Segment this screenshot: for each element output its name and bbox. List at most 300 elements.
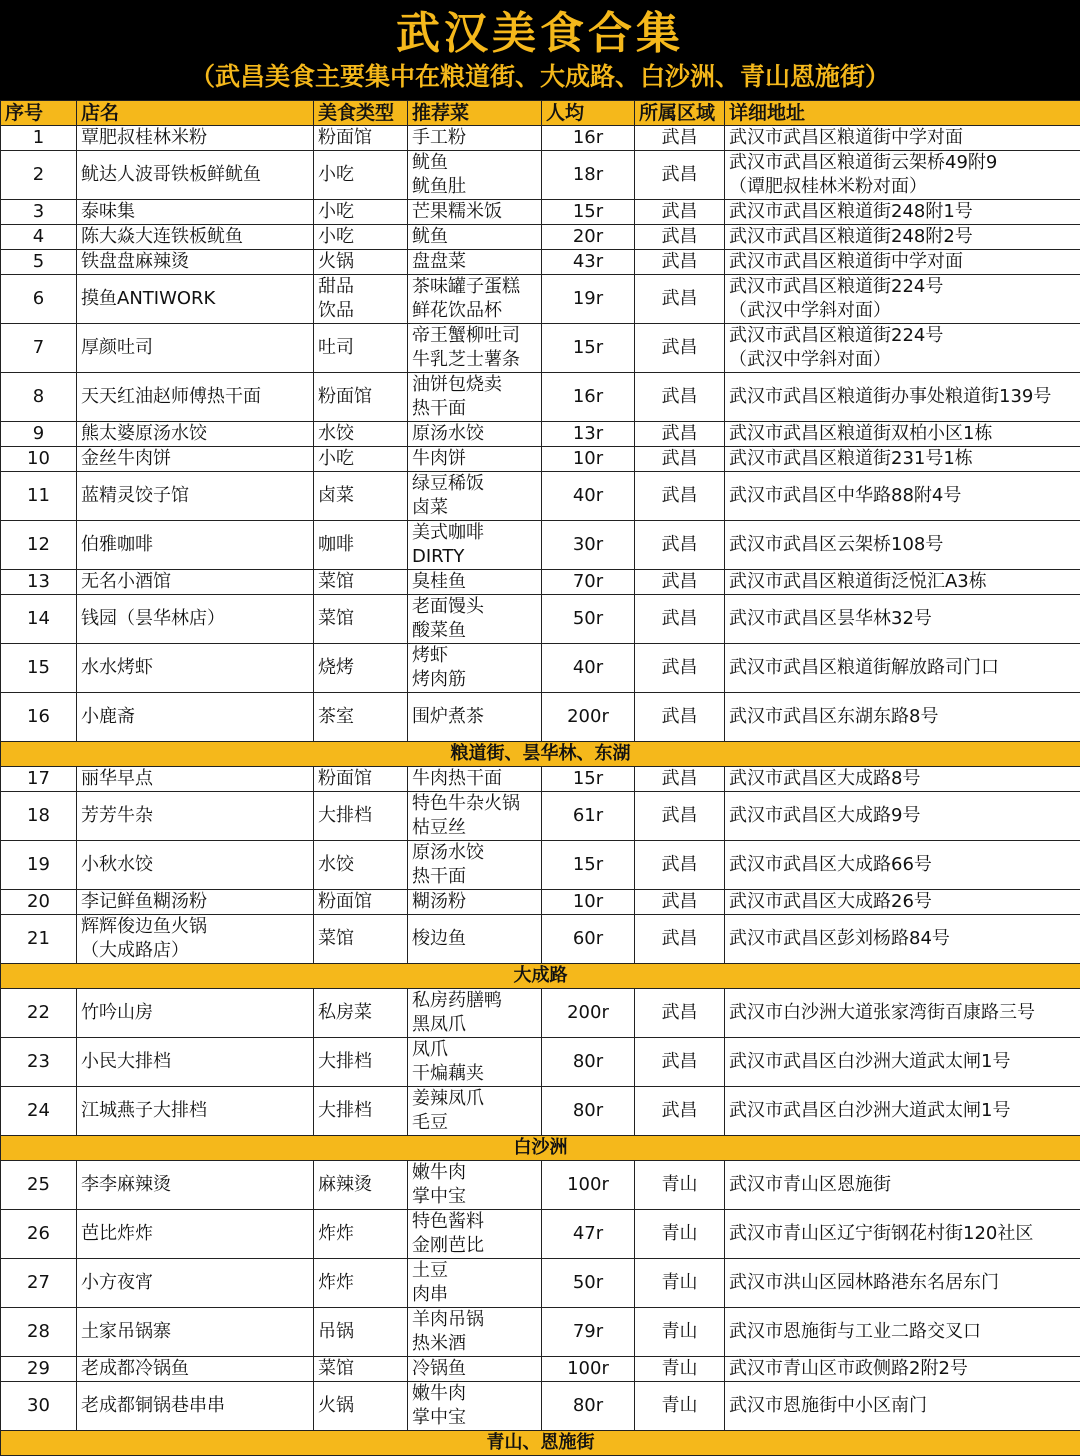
- address-line: 武汉市武昌区白沙洲大道武太闸1号: [729, 1099, 1076, 1123]
- row-number-line: 30: [5, 1394, 72, 1418]
- food-category-line: 菜馆: [318, 1357, 403, 1381]
- shop-name-line: 芭比炸炸: [81, 1222, 309, 1246]
- district: [635, 767, 725, 792]
- address: [725, 595, 1080, 644]
- recommended-dish-line: 土豆: [412, 1259, 537, 1283]
- recommended-dish-line: 嫩牛肉: [412, 1161, 537, 1185]
- shop-name: [77, 644, 314, 693]
- address: [725, 422, 1080, 447]
- shop-name-line: 泰味集: [81, 200, 309, 224]
- avg-price: [542, 250, 635, 275]
- food-category: [314, 472, 408, 521]
- food-category-line: 菜馆: [318, 927, 403, 951]
- row-number-line: 19: [5, 853, 72, 877]
- district-line: 武昌: [639, 1001, 720, 1025]
- address: [725, 472, 1080, 521]
- avg-price-line: 100r: [546, 1173, 630, 1197]
- recommended-dish: [408, 373, 542, 422]
- col-header-address: 详细地址: [725, 101, 1080, 126]
- row-number: [1, 1087, 77, 1136]
- district: [635, 225, 725, 250]
- table-row: [1, 1357, 1080, 1382]
- avg-price-line: 40r: [546, 484, 630, 508]
- section-label: 大成路: [1, 964, 1080, 989]
- avg-price-line: 10r: [546, 890, 630, 914]
- shop-name: [77, 1210, 314, 1259]
- shop-name: [77, 595, 314, 644]
- shop-name-line: 小民大排档: [81, 1050, 309, 1074]
- row-number: [1, 1161, 77, 1210]
- recommended-dish: [408, 1308, 542, 1357]
- shop-name-line: 覃肥叔桂林米粉: [81, 126, 309, 150]
- shop-name-line: 钱园（昙华林店）: [81, 607, 309, 631]
- district-line: 武昌: [639, 250, 720, 274]
- district: [635, 792, 725, 841]
- district-line: 武昌: [639, 533, 720, 557]
- row-number: [1, 275, 77, 324]
- food-category: [314, 250, 408, 275]
- recommended-dish: [408, 767, 542, 792]
- avg-price: [542, 841, 635, 890]
- shop-name-line: 老成都冷锅鱼: [81, 1357, 309, 1381]
- recommended-dish-line: 酸菜鱼: [412, 619, 537, 643]
- recommended-dish: [408, 250, 542, 275]
- table-row: [1, 915, 1080, 964]
- shop-name: [77, 767, 314, 792]
- address-line: 武汉市武昌区粮道街224号: [729, 324, 1076, 348]
- recommended-dish: [408, 570, 542, 595]
- recommended-dish: [408, 324, 542, 373]
- shop-name-line: 小鹿斋: [81, 705, 309, 729]
- district-line: 武昌: [639, 804, 720, 828]
- food-category-line: 菜馆: [318, 570, 403, 594]
- table-row: [1, 693, 1080, 742]
- address-line: 武汉市武昌区粮道街中学对面: [729, 126, 1076, 150]
- table-row: [1, 1087, 1080, 1136]
- recommended-dish-line: 嫩牛肉: [412, 1382, 537, 1406]
- avg-price-line: 16r: [546, 385, 630, 409]
- shop-name-line: 鱿达人波哥铁板鲜鱿鱼: [81, 163, 309, 187]
- section-row: [1, 964, 1080, 989]
- district: [635, 126, 725, 151]
- district: [635, 693, 725, 742]
- address-line: 武汉市武昌区东湖东路8号: [729, 705, 1076, 729]
- shop-name: [77, 200, 314, 225]
- table-row: [1, 644, 1080, 693]
- table-row: [1, 447, 1080, 472]
- avg-price: [542, 595, 635, 644]
- district-line: 武昌: [639, 336, 720, 360]
- district: [635, 841, 725, 890]
- avg-price: [542, 225, 635, 250]
- shop-name: [77, 1087, 314, 1136]
- avg-price-line: 200r: [546, 1001, 630, 1025]
- recommended-dish-line: 特色酱料: [412, 1210, 537, 1234]
- shop-name: [77, 1382, 314, 1431]
- district: [635, 989, 725, 1038]
- row-number: [1, 225, 77, 250]
- food-category: [314, 570, 408, 595]
- row-number-line: 24: [5, 1099, 72, 1123]
- table-row: [1, 126, 1080, 151]
- food-category: [314, 324, 408, 373]
- avg-price: [542, 1210, 635, 1259]
- row-number-line: 8: [5, 385, 72, 409]
- recommended-dish-line: 原汤水饺: [412, 422, 537, 446]
- recommended-dish-line: 围炉煮茶: [412, 705, 537, 729]
- recommended-dish: [408, 225, 542, 250]
- row-number: [1, 151, 77, 200]
- row-number-line: 17: [5, 767, 72, 791]
- recommended-dish-line: 特色牛杂火锅: [412, 792, 537, 816]
- address-line: 武汉市武昌区粮道街泛悦汇A3栋: [729, 570, 1076, 594]
- food-category: [314, 126, 408, 151]
- row-number-line: 7: [5, 336, 72, 360]
- food-category: [314, 422, 408, 447]
- col-header-area: 所属区域: [635, 101, 725, 126]
- table-body: [1, 126, 1080, 1456]
- recommended-dish: [408, 693, 542, 742]
- shop-name: [77, 447, 314, 472]
- shop-name: [77, 1259, 314, 1308]
- address: [725, 841, 1080, 890]
- recommended-dish-line: 茶味罐子蛋糕: [412, 275, 537, 299]
- district: [635, 521, 725, 570]
- district: [635, 373, 725, 422]
- row-number: [1, 693, 77, 742]
- food-category-line: 火锅: [318, 1394, 403, 1418]
- district: [635, 570, 725, 595]
- avg-price: [542, 373, 635, 422]
- recommended-dish-line: 原汤水饺: [412, 841, 537, 865]
- address-line: 武汉市武昌区中华路88附4号: [729, 484, 1076, 508]
- shop-name-line: 蓝精灵饺子馆: [81, 484, 309, 508]
- page-header: [0, 0, 1080, 100]
- district: [635, 1382, 725, 1431]
- address: [725, 644, 1080, 693]
- row-number-line: 18: [5, 804, 72, 828]
- table-row: [1, 1161, 1080, 1210]
- recommended-dish: [408, 275, 542, 324]
- row-number: [1, 422, 77, 447]
- avg-price: [542, 126, 635, 151]
- shop-name: [77, 250, 314, 275]
- food-category-line: 粉面馆: [318, 385, 403, 409]
- shop-name: [77, 915, 314, 964]
- address: [725, 521, 1080, 570]
- recommended-dish-line: 鲜花饮品杯: [412, 299, 537, 323]
- address-line: 武汉市青山区恩施街: [729, 1173, 1076, 1197]
- recommended-dish-line: 热干面: [412, 865, 537, 889]
- avg-price: [542, 915, 635, 964]
- food-category: [314, 1357, 408, 1382]
- recommended-dish-line: DIRTY: [412, 545, 537, 569]
- row-number: [1, 915, 77, 964]
- recommended-dish: [408, 644, 542, 693]
- district: [635, 890, 725, 915]
- shop-name: [77, 275, 314, 324]
- recommended-dish-line: 烤虾: [412, 644, 537, 668]
- recommended-dish-line: 老面馒头: [412, 595, 537, 619]
- row-number-line: 15: [5, 656, 72, 680]
- shop-name: [77, 890, 314, 915]
- shop-name-line: 老成都铜锅巷串串: [81, 1394, 309, 1418]
- recommended-dish-line: 油饼包烧卖: [412, 373, 537, 397]
- table-row: [1, 989, 1080, 1038]
- avg-price-line: 15r: [546, 767, 630, 791]
- row-number: [1, 1038, 77, 1087]
- shop-name-line: 熊太婆原汤水饺: [81, 422, 309, 446]
- shop-name-line: 李记鲜鱼糊汤粉: [81, 890, 309, 914]
- row-number-line: 28: [5, 1320, 72, 1344]
- food-category: [314, 1210, 408, 1259]
- table-row: [1, 422, 1080, 447]
- address: [725, 1161, 1080, 1210]
- address: [725, 693, 1080, 742]
- food-category-line: 菜馆: [318, 607, 403, 631]
- district-line: 武昌: [639, 767, 720, 791]
- recommended-dish: [408, 422, 542, 447]
- food-category: [314, 693, 408, 742]
- row-number-line: 4: [5, 225, 72, 249]
- address: [725, 767, 1080, 792]
- district: [635, 447, 725, 472]
- recommended-dish-line: 卤菜: [412, 496, 537, 520]
- recommended-dish: [408, 595, 542, 644]
- shop-name: [77, 693, 314, 742]
- food-category-line: 大排档: [318, 804, 403, 828]
- recommended-dish: [408, 151, 542, 200]
- address: [725, 373, 1080, 422]
- address: [725, 1259, 1080, 1308]
- food-category: [314, 915, 408, 964]
- shop-name: [77, 373, 314, 422]
- avg-price-line: 15r: [546, 336, 630, 360]
- avg-price-line: 50r: [546, 1271, 630, 1295]
- avg-price-line: 18r: [546, 163, 630, 187]
- table-row: [1, 275, 1080, 324]
- row-number-line: 22: [5, 1001, 72, 1025]
- district: [635, 644, 725, 693]
- address-line: 武汉市恩施街与工业二路交叉口: [729, 1320, 1076, 1344]
- row-number: [1, 1210, 77, 1259]
- recommended-dish-line: 热干面: [412, 397, 537, 421]
- table-row: [1, 1210, 1080, 1259]
- district-line: 武昌: [639, 607, 720, 631]
- row-number-line: 1: [5, 126, 72, 150]
- recommended-dish-line: 枯豆丝: [412, 816, 537, 840]
- address-line: 武汉市恩施街中小区南门: [729, 1394, 1076, 1418]
- address-line: 武汉市武昌区昙华林32号: [729, 607, 1076, 631]
- avg-price: [542, 1087, 635, 1136]
- recommended-dish: [408, 841, 542, 890]
- food-category: [314, 521, 408, 570]
- avg-price: [542, 693, 635, 742]
- food-category-line: 火锅: [318, 250, 403, 274]
- avg-price: [542, 324, 635, 373]
- table-row: [1, 373, 1080, 422]
- avg-price-line: 10r: [546, 447, 630, 471]
- recommended-dish-line: 手工粉: [412, 126, 537, 150]
- table-row: [1, 521, 1080, 570]
- food-category-line: 咖啡: [318, 533, 403, 557]
- address-line: 武汉市武昌区粮道街248附2号: [729, 225, 1076, 249]
- address-line: （武汉中学斜对面）: [729, 299, 1076, 323]
- address: [725, 200, 1080, 225]
- food-category-line: 饮品: [318, 299, 403, 323]
- address: [725, 250, 1080, 275]
- row-number-line: 5: [5, 250, 72, 274]
- recommended-dish: [408, 1210, 542, 1259]
- row-number: [1, 447, 77, 472]
- recommended-dish: [408, 200, 542, 225]
- district: [635, 1308, 725, 1357]
- address-line: 武汉市武昌区粮道街248附1号: [729, 200, 1076, 224]
- avg-price-line: 15r: [546, 200, 630, 224]
- recommended-dish-line: 臭桂鱼: [412, 570, 537, 594]
- address: [725, 275, 1080, 324]
- food-category-line: 烧烤: [318, 656, 403, 680]
- food-category: [314, 1087, 408, 1136]
- shop-name-line: 无名小酒馆: [81, 570, 309, 594]
- avg-price-line: 19r: [546, 287, 630, 311]
- shop-name-line: 小方夜宵: [81, 1271, 309, 1295]
- row-number: [1, 1357, 77, 1382]
- avg-price: [542, 989, 635, 1038]
- district-line: 武昌: [639, 890, 720, 914]
- col-header-category: 美食类型: [314, 101, 408, 126]
- row-number: [1, 1308, 77, 1357]
- shop-name: [77, 1357, 314, 1382]
- table-row: [1, 1308, 1080, 1357]
- shop-name: [77, 989, 314, 1038]
- avg-price: [542, 447, 635, 472]
- shop-name: [77, 792, 314, 841]
- avg-price-line: 16r: [546, 126, 630, 150]
- district: [635, 151, 725, 200]
- address: [725, 151, 1080, 200]
- recommended-dish-line: 毛豆: [412, 1111, 537, 1135]
- avg-price-line: 80r: [546, 1050, 630, 1074]
- col-header-price: 人均: [542, 101, 635, 126]
- avg-price-line: 43r: [546, 250, 630, 274]
- address-line: 武汉市武昌区粮道街中学对面: [729, 250, 1076, 274]
- shop-name: [77, 841, 314, 890]
- food-category-line: 炸炸: [318, 1222, 403, 1246]
- food-category-line: 吐司: [318, 336, 403, 360]
- address-line: 武汉市青山区辽宁街钢花村街120社区: [729, 1222, 1076, 1246]
- district: [635, 250, 725, 275]
- food-category-line: 甜品: [318, 275, 403, 299]
- district: [635, 1210, 725, 1259]
- address: [725, 570, 1080, 595]
- row-number: [1, 767, 77, 792]
- district-line: 武昌: [639, 656, 720, 680]
- shop-name-line: 水水烤虾: [81, 656, 309, 680]
- district-line: 武昌: [639, 927, 720, 951]
- food-category-line: 小吃: [318, 163, 403, 187]
- recommended-dish-line: 凤爪: [412, 1038, 537, 1062]
- food-category: [314, 275, 408, 324]
- table-row: [1, 225, 1080, 250]
- col-header-name: 店名: [77, 101, 314, 126]
- row-number: [1, 373, 77, 422]
- shop-name: [77, 472, 314, 521]
- recommended-dish: [408, 1087, 542, 1136]
- district-line: 武昌: [639, 163, 720, 187]
- shop-name-line: 土家吊锅寨: [81, 1320, 309, 1344]
- avg-price-line: 70r: [546, 570, 630, 594]
- recommended-dish-line: 糊汤粉: [412, 890, 537, 914]
- recommended-dish: [408, 472, 542, 521]
- address: [725, 792, 1080, 841]
- address: [725, 447, 1080, 472]
- address: [725, 1308, 1080, 1357]
- avg-price: [542, 890, 635, 915]
- shop-name: [77, 570, 314, 595]
- table-row: [1, 792, 1080, 841]
- avg-price: [542, 1382, 635, 1431]
- food-table: [0, 100, 1080, 1456]
- district-line: 青山: [639, 1271, 720, 1295]
- address: [725, 1087, 1080, 1136]
- row-number-line: 11: [5, 484, 72, 508]
- food-category: [314, 225, 408, 250]
- avg-price-line: 50r: [546, 607, 630, 631]
- food-category: [314, 1259, 408, 1308]
- row-number-line: 23: [5, 1050, 72, 1074]
- food-category: [314, 595, 408, 644]
- address: [725, 225, 1080, 250]
- shop-name-line: 摸鱼ANTIWORK: [81, 287, 309, 311]
- row-number: [1, 250, 77, 275]
- table-row: [1, 767, 1080, 792]
- shop-name-line: 李李麻辣烫: [81, 1173, 309, 1197]
- district-line: 武昌: [639, 422, 720, 446]
- section-label: 白沙洲: [1, 1136, 1080, 1161]
- table-row: [1, 1038, 1080, 1087]
- row-number-line: 16: [5, 705, 72, 729]
- avg-price: [542, 570, 635, 595]
- district-line: 青山: [639, 1394, 720, 1418]
- table-row: [1, 250, 1080, 275]
- section-label: 青山、恩施街: [1, 1431, 1080, 1456]
- recommended-dish-line: 烤肉筋: [412, 668, 537, 692]
- avg-price-line: 200r: [546, 705, 630, 729]
- food-category: [314, 200, 408, 225]
- shop-name: [77, 324, 314, 373]
- table-row: [1, 570, 1080, 595]
- recommended-dish-line: 羊肉吊锅: [412, 1308, 537, 1332]
- food-category: [314, 447, 408, 472]
- food-category-line: 麻辣烫: [318, 1173, 403, 1197]
- district-line: 武昌: [639, 1099, 720, 1123]
- section-row: [1, 1136, 1080, 1161]
- district: [635, 1259, 725, 1308]
- district-line: 青山: [639, 1173, 720, 1197]
- row-number-line: 25: [5, 1173, 72, 1197]
- avg-price: [542, 521, 635, 570]
- row-number: [1, 989, 77, 1038]
- recommended-dish-line: 冷锅鱼: [412, 1357, 537, 1381]
- food-category-line: 水饺: [318, 853, 403, 877]
- avg-price: [542, 200, 635, 225]
- district-line: 武昌: [639, 385, 720, 409]
- address-line: 武汉市武昌区大成路9号: [729, 804, 1076, 828]
- food-category: [314, 1038, 408, 1087]
- recommended-dish-line: 牛乳芝士薯条: [412, 348, 537, 372]
- address-line: 武汉市武昌区云架桥108号: [729, 533, 1076, 557]
